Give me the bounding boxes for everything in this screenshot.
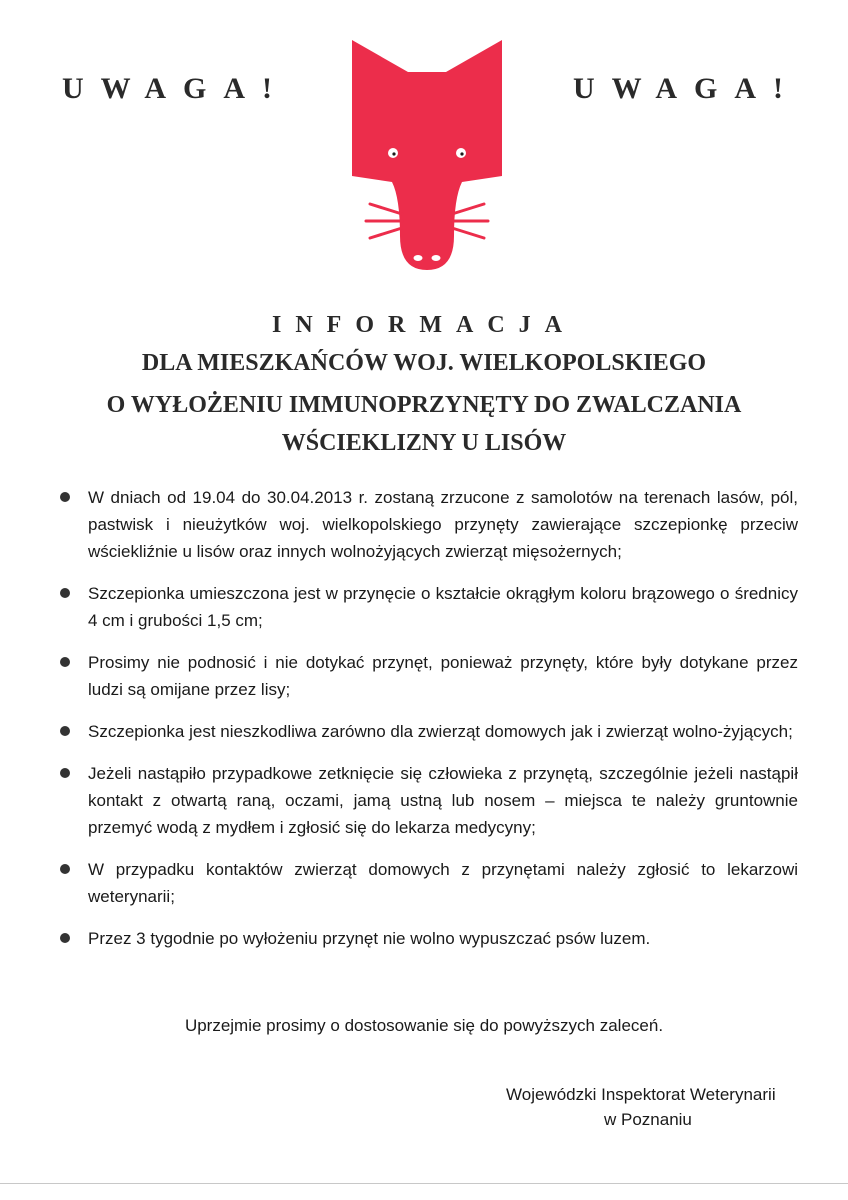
list-item — [56, 484, 798, 565]
bullet-list — [56, 484, 798, 967]
bullet-text: Prosimy nie podnosić i nie dotykać przynęt, ponieważ przynęty, które były dotykane przez ludzi są omijane przez lisy; — [88, 653, 798, 699]
bullet-icon — [60, 726, 70, 736]
heading-line-4: WŚCIEKLIZNY U LISÓW — [281, 430, 567, 456]
bullet-icon — [60, 657, 70, 667]
list-item — [56, 649, 798, 703]
bullet-text: Szczepionka umieszczona jest w przynęcie o kształcie okrągłym koloru brązowego o średnicy 4 cm i grubości 1,5 cm; — [88, 584, 798, 630]
heading-informacja: INFORMACJA — [272, 312, 576, 338]
bullet-icon — [60, 768, 70, 778]
fox-icon — [346, 36, 508, 276]
bullet-icon — [60, 492, 70, 502]
heading-line-3: O WYŁOŻENIU IMMUNOPRZYNĘTY DO ZWALCZANIA — [106, 392, 742, 418]
list-item — [56, 856, 798, 910]
page-divider — [0, 1183, 848, 1184]
bullet-text: W przypadku kontaktów zwierząt domowych z przynętami należy zgłosić to lekarzowi weterynarii; — [88, 860, 798, 906]
bullet-text: Jeżeli nastąpiło przypadkowe zetknięcie się człowieka z przynętą, szczególnie jeżeli nastąpił kontakt z otwartą raną, oczami, jamą ustną lub nosem – miejsca te należy gruntownie przemyć wodą z mydłem i zgłosić się do lekarza medycyny; — [88, 764, 798, 837]
list-item — [56, 925, 798, 952]
bullet-icon — [60, 933, 70, 943]
warning-title-right: UWAGA! — [573, 72, 800, 105]
bullet-text: W dniach od 19.04 do 30.04.2013 r. zostaną zrzucone z samolotów na terenach lasów, pól, pastwisk i nieużytków woj. wielkopolskiego przynęty zawierające szczepionkę przeciw wściekliźnie u lisów oraz innych wolnożyjących zwierząt mięsożernych; — [88, 488, 798, 561]
warning-title-left: UWAGA! — [62, 72, 289, 105]
bullet-icon — [60, 864, 70, 874]
signature-city: w Poznaniu — [604, 1110, 692, 1129]
list-item — [56, 760, 798, 841]
bullet-text: Szczepionka jest nieszkodliwa zarówno dla zwierząt domowych jak i zwierząt wolno-żyjących; — [88, 722, 793, 741]
bullet-icon — [60, 588, 70, 598]
heading-line-2: DLA MIESZKAŃCÓW WOJ. WIELKOPOLSKIEGO — [141, 350, 707, 376]
bullet-text: Przez 3 tygodnie po wyłożeniu przynęt nie wolno wypuszczać psów luzem. — [88, 929, 651, 948]
signature-institution: Wojewódzki Inspektorat Weterynarii — [506, 1085, 776, 1104]
list-item — [56, 718, 798, 745]
list-item — [56, 580, 798, 634]
closing-request: Uprzejmie prosimy o dostosowanie się do powyższych zaleceń. — [184, 1016, 664, 1035]
